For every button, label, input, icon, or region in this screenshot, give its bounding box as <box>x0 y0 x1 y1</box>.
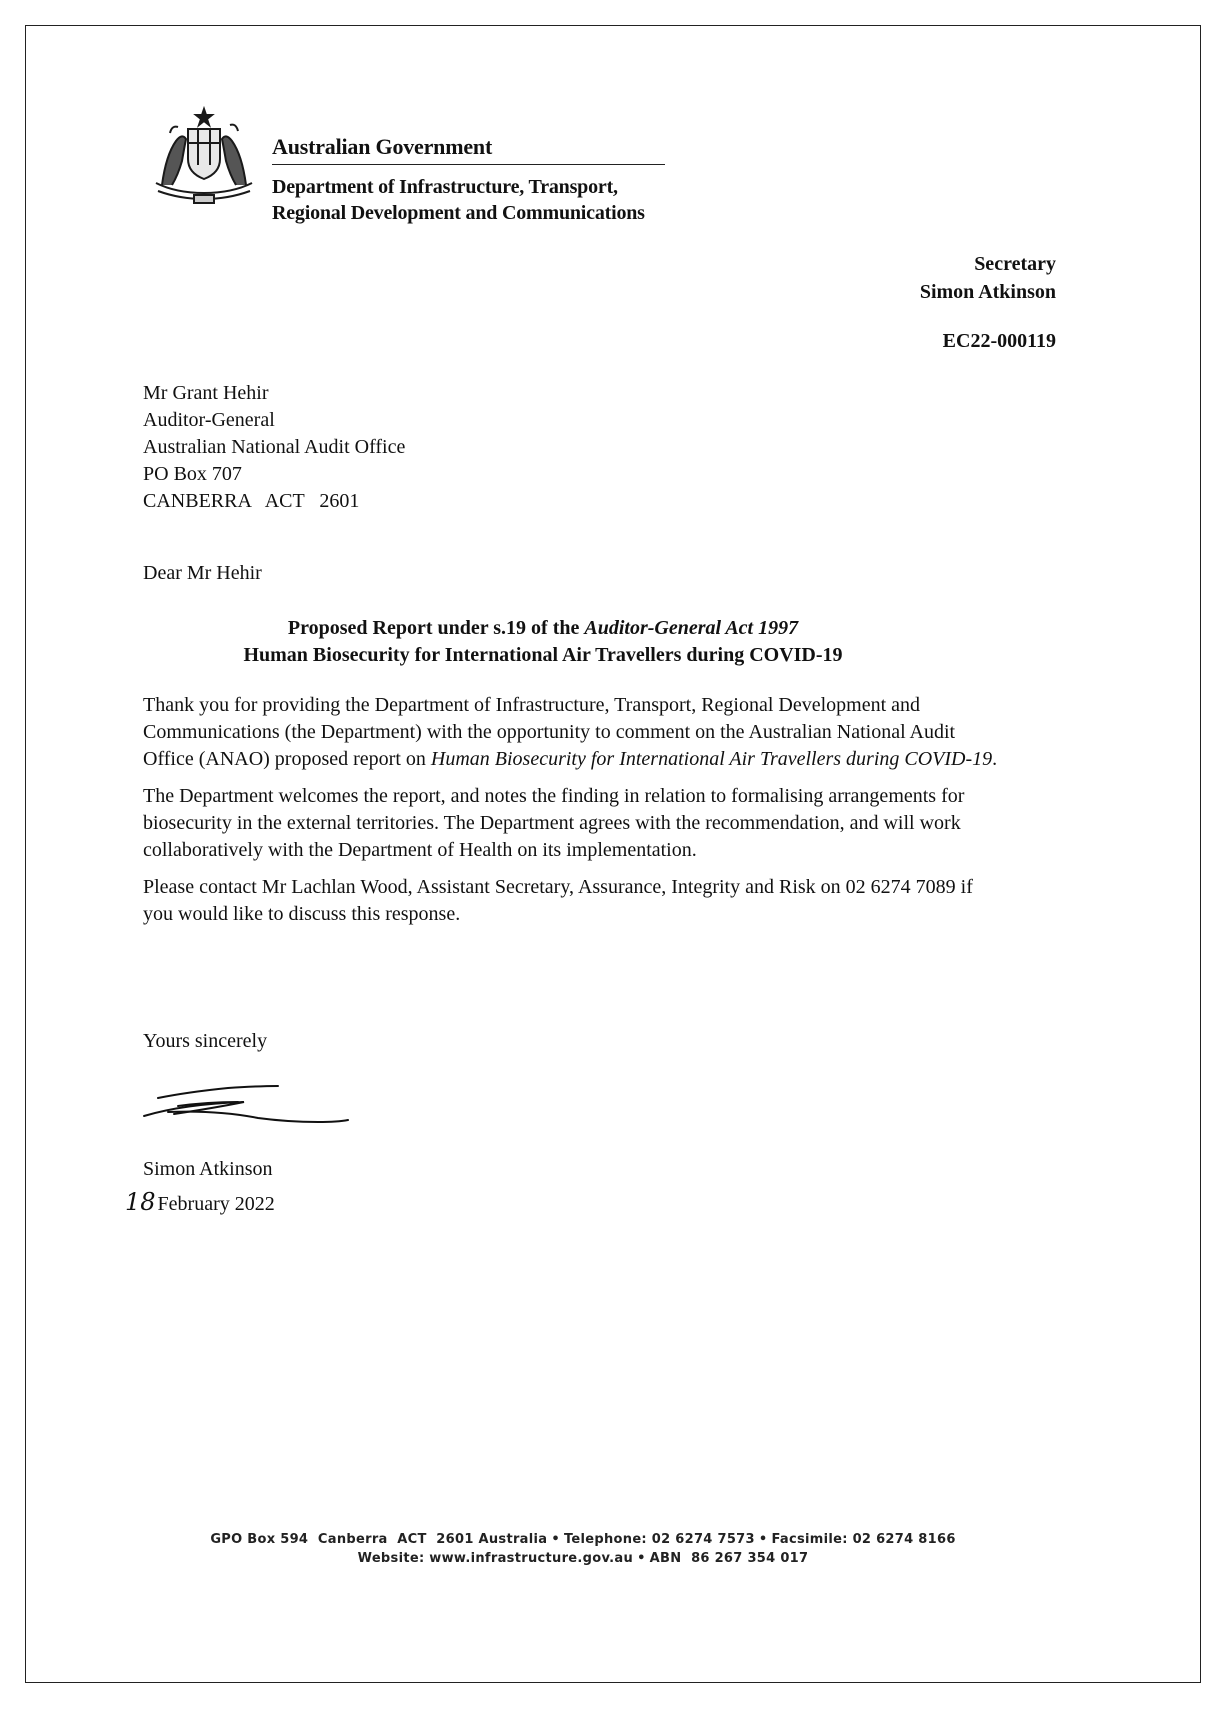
paragraph-1 <box>143 692 1003 773</box>
department-name-line2: Regional Development and Communications <box>272 202 645 224</box>
sender-title: Secretary <box>974 253 1056 275</box>
paragraph-1-end: . <box>992 748 998 770</box>
footer-line2 <box>143 1549 1023 1568</box>
paragraph-1-report-title: Human Biosecurity for International Air Travellers during COVID-19 <box>430 748 993 770</box>
footer-abn: ABN 86 267 354 017 <box>649 1551 809 1566</box>
date-day-handwritten: 18 <box>125 1188 156 1216</box>
department-name-line1: Department of Infrastructure, Transport, <box>272 176 618 198</box>
salutation: Dear Mr Hehir <box>143 562 262 584</box>
government-name: Australian Government <box>272 134 493 159</box>
subject-heading <box>143 615 943 669</box>
bullet-separator: • <box>637 1551 646 1566</box>
department-name <box>272 174 645 226</box>
letterhead-footer <box>143 1530 1023 1568</box>
paragraph-3: Please contact Mr Lachlan Wood, Assistant Secretary, Assurance, Integrity and Risk on 02 6274 7089 if you would like to discuss this response. <box>143 876 973 925</box>
bullet-separator: • <box>758 1532 768 1547</box>
sender-name: Simon Atkinson <box>919 281 1056 303</box>
recipient-organisation: Australian National Audit Office <box>143 436 406 458</box>
sender-block <box>920 250 1056 306</box>
letterhead-rule <box>272 164 665 165</box>
coat-of-arms-icon <box>150 105 258 205</box>
subject-line2: Human Biosecurity for International Air Travellers during COVID-19 <box>243 644 843 666</box>
recipient-position: Auditor-General <box>143 409 275 431</box>
subject-act: Auditor-General Act 1997 <box>584 617 799 639</box>
signatory-name: Simon Atkinson <box>143 1158 273 1180</box>
closing: Yours sincerely <box>143 1030 268 1052</box>
signature-date <box>125 1188 275 1216</box>
footer-facsimile: Facsimile: 02 6274 8166 <box>771 1532 956 1547</box>
recipient-address <box>143 380 405 515</box>
footer-line1 <box>143 1530 1023 1549</box>
subject-prefix: Proposed Report under s.19 of the <box>287 617 585 639</box>
letter-body <box>143 692 1003 938</box>
bullet-separator: • <box>551 1532 560 1547</box>
footer-telephone: Telephone: 02 6274 7573 <box>563 1532 755 1547</box>
paragraph-2: The Department welcomes the report, and notes the finding in relation to formalising arrangements for biosecurity in the external territories. The Department agrees with the recommendation, and will work collaboratively with the Department of Health on its implementation. <box>143 785 965 861</box>
recipient-name: Mr Grant Hehir <box>143 382 269 404</box>
date-month-year: February 2022 <box>157 1193 275 1215</box>
subject-line1 <box>143 615 943 642</box>
signature-icon <box>138 1078 358 1133</box>
recipient-po-box: PO Box 707 <box>143 463 242 485</box>
footer-website: Website: www.infrastructure.gov.au <box>357 1551 634 1566</box>
reference-number: EC22-000119 <box>942 330 1056 352</box>
footer-address: GPO Box 594 Canberra ACT 2601 Australia <box>210 1532 548 1547</box>
recipient-city: CANBERRA ACT 2601 <box>143 490 360 512</box>
paragraph-1-text: Thank you for providing the Department of Infrastructure, Transport, Regional Development and Communications (the Department) with the opportunity to comment on the Australian National Audit Office (ANAO) proposed report on <box>143 694 956 770</box>
